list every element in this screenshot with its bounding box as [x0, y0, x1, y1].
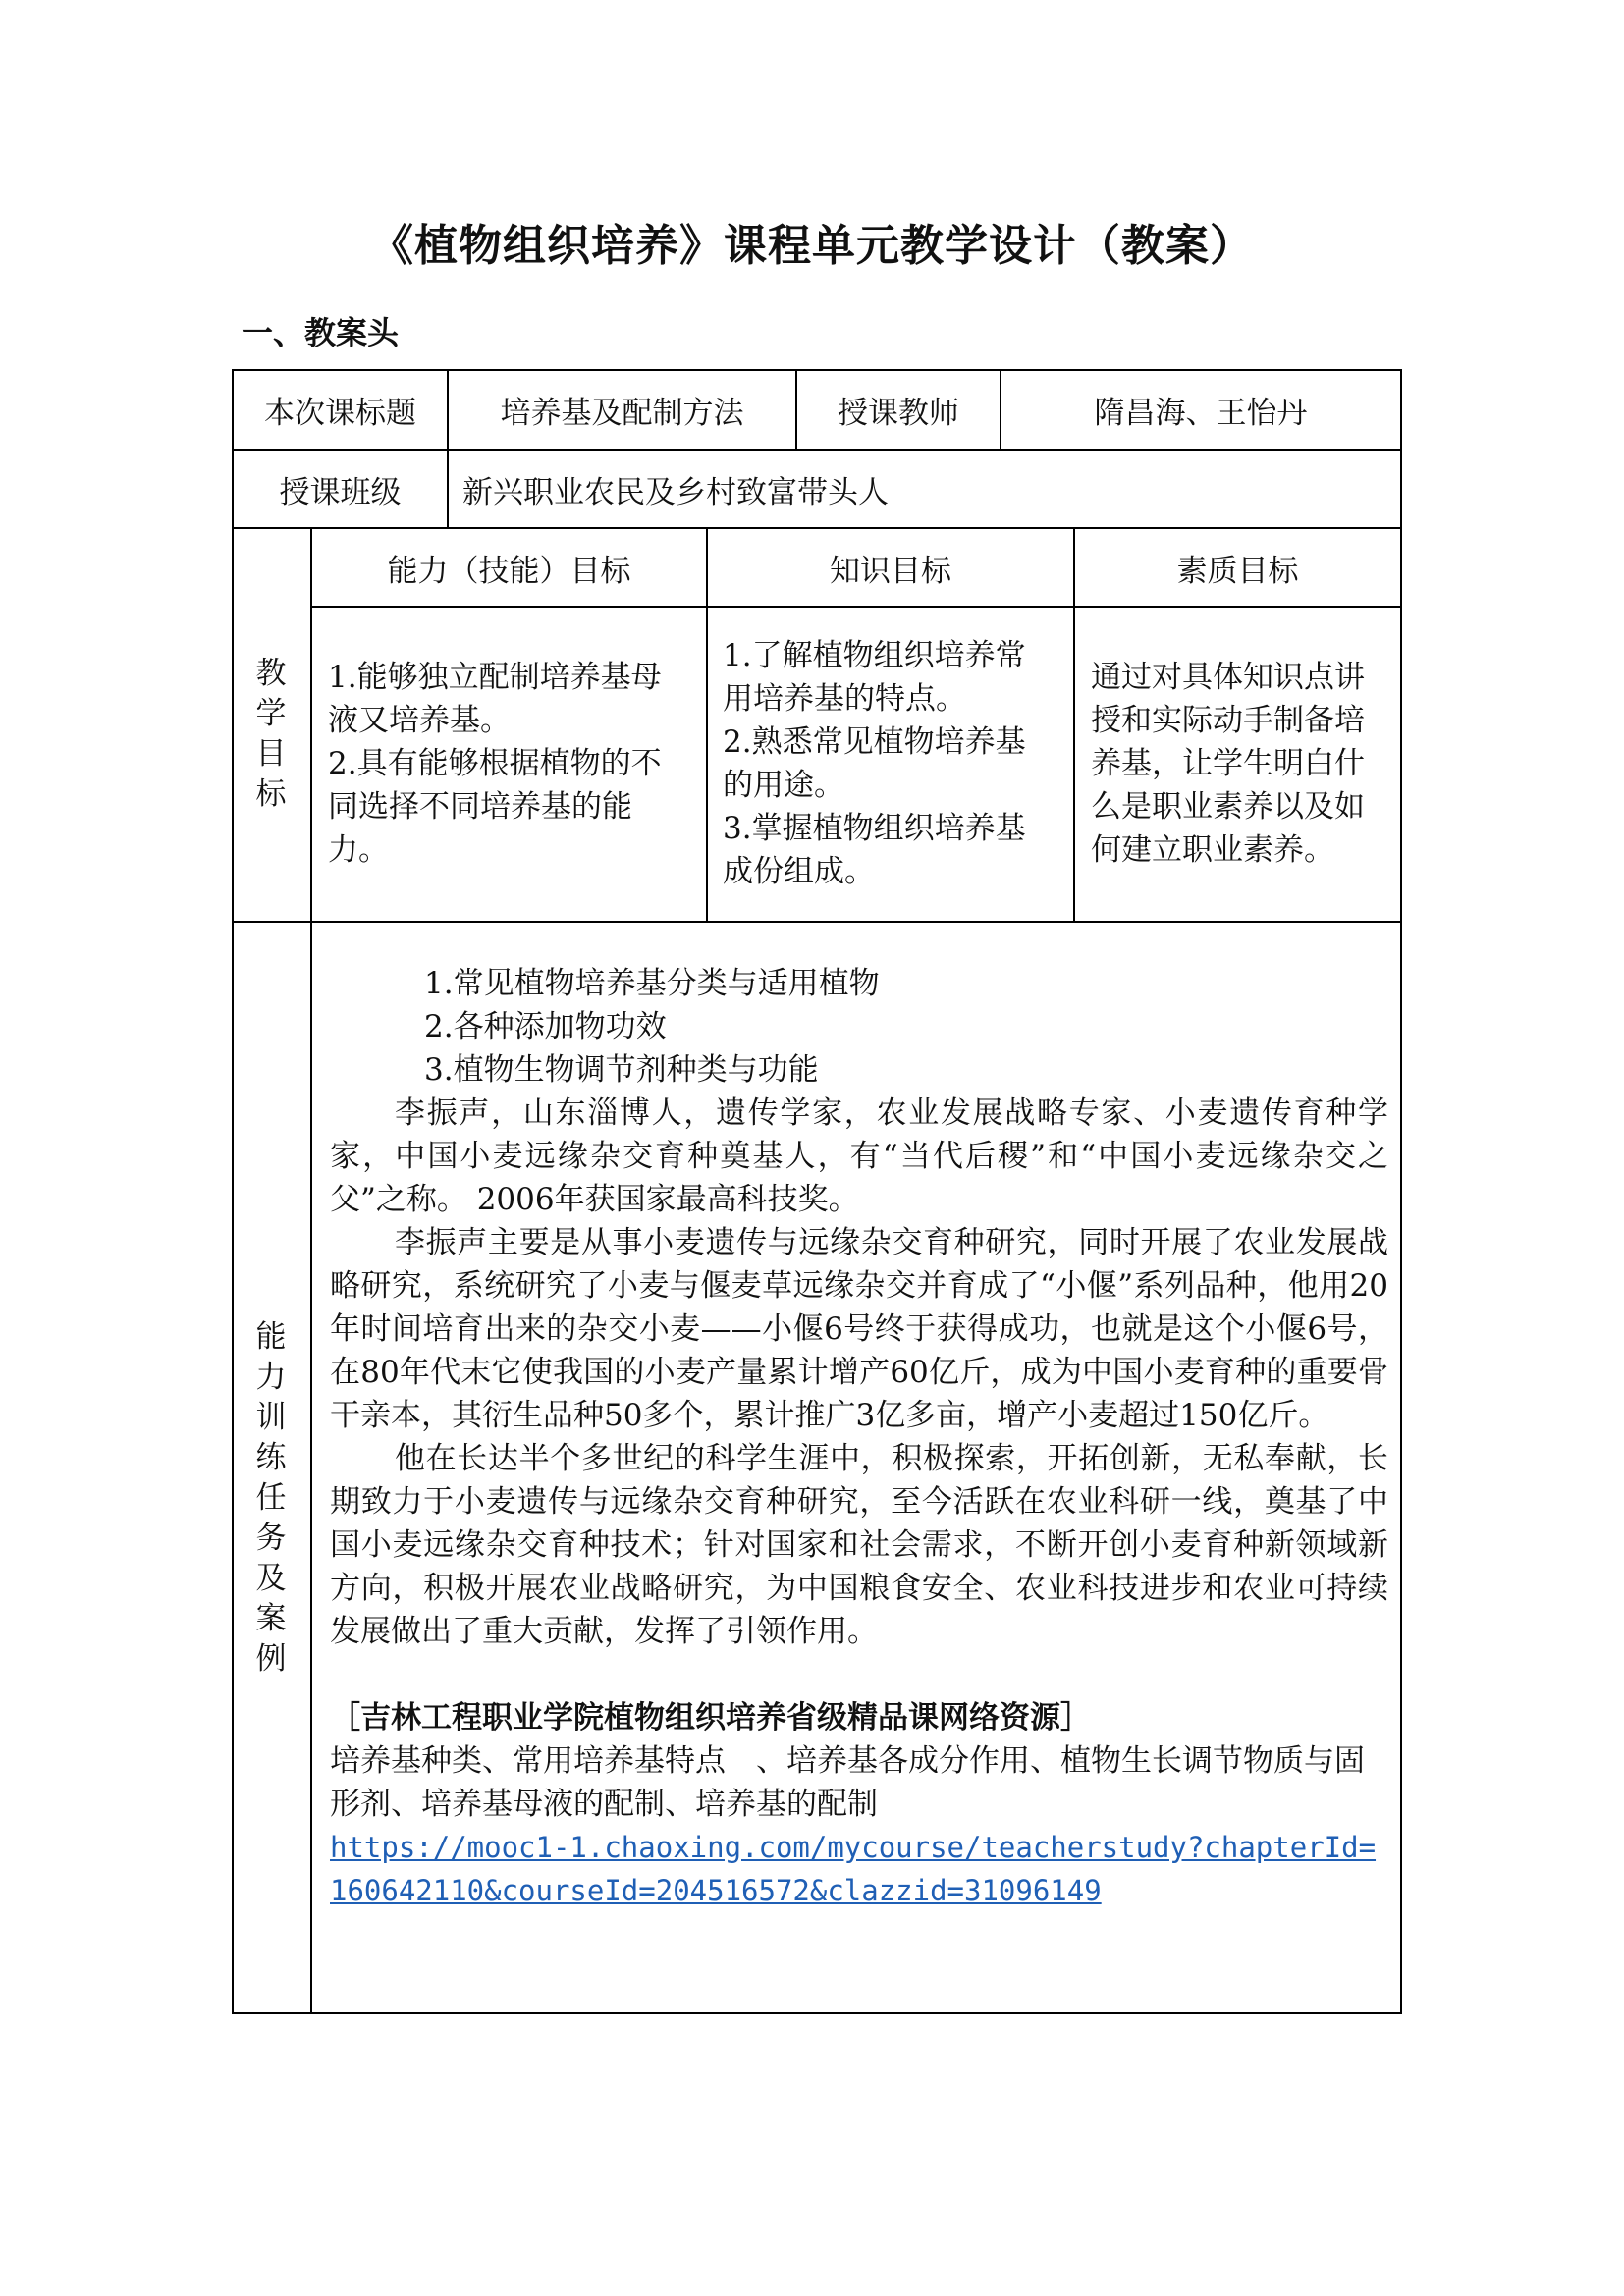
training-content [330, 962, 1388, 1912]
section-heading: 一、教案头 [242, 314, 400, 351]
knowledge-goal-header: 知识目标 [830, 553, 951, 589]
resource-description: 培养基种类、常用培养基特点 、培养基各成分作用、植物生长调节物质与固形剂、培养基母液的配制、培养基的配制 [330, 1743, 1365, 1822]
resource-title: ［吉林工程职业学院植物组织培养省级精品课网络资源］ [330, 1700, 1091, 1735]
teacher-label: 授课教师 [838, 396, 959, 431]
table-border [232, 921, 1402, 923]
topic-value: 培养基及配制方法 [500, 396, 744, 431]
table-border [310, 606, 1402, 608]
class-label: 授课班级 [279, 474, 402, 510]
ability-goal-text: 1.能够独立配制培养基母 液又培养基。 2.具有能够根据植物的不 同选择不同培养基的能 力。 [328, 660, 662, 868]
list-item: 3.植物生物调节剂种类与功能 [424, 1052, 819, 1088]
case-paragraph: 他在长达半个多世纪的科学生涯中，积极探索，开拓创新，无私奉献，长期致力于小麦遗传与远缘杂交育种研究，至今活跃在农业科研一线，奠基了中国小麦远缘杂交育种技术；针对国家和社会需求，不断开创小麦育种新领域新方向，积极开展农业战略研究，为中国粮食安全、农业科技进步和农业可持续发展做出了重大贡献，发挥了引领作用。 [330, 1441, 1388, 1649]
resource-link[interactable]: https://mooc1-1.chaoxing.com/mycourse/teacherstudy?chapterId=160642110&courseId=204516572&clazzid=31096149 [330, 1831, 1377, 1907]
training-row-label: 能 力 训 练 任 务 及 案 例 [255, 1319, 287, 1677]
case-paragraph: 李振声，山东淄博人，遗传学家，农业发展战略专家、小麦遗传育种学家，中国小麦远缘杂交育种奠基人，有“当代后稷”和“中国小麦远缘杂交之父”之称。 2006年获国家最高科技奖。 [330, 1095, 1388, 1217]
table-border [232, 369, 234, 2014]
topic-label: 本次课标题 [264, 396, 416, 431]
teacher-value: 隋昌海、王怡丹 [1094, 396, 1308, 431]
table-border [310, 527, 312, 2014]
quality-goal-text: 通过对具体知识点讲 授和实际动手制备培 养基，让学生明白什 么是职业素养以及如 何建立职业素养。 [1091, 660, 1365, 868]
objectives-row-label: 教 学 目 标 [255, 656, 287, 812]
knowledge-goal-text: 1.了解植物组织培养常 用培养基的特点。 2.熟悉常见植物培养基 的用途。 3.掌握植物组织培养基 成份组成。 [723, 638, 1026, 889]
quality-goal-header: 素质目标 [1176, 553, 1299, 589]
table-border [232, 2012, 1402, 2014]
table-border [1400, 369, 1402, 2014]
list-item: 1.常见植物培养基分类与适用植物 [424, 966, 880, 1001]
class-value: 新兴职业农民及乡村致富带头人 [462, 474, 889, 510]
case-paragraph: 李振声主要是从事小麦遗传与远缘杂交育种研究，同时开展了农业发展战略研究，系统研究了小麦与偃麦草远缘杂交并育成了“小偃”系列品种，他用20年时间培育出来的杂交小麦——小偃6号终于获得成功，也就是这个小偃6号，在80年代末它使我国的小麦产量累计增产60亿斤，成为中国小麦育种的重要骨干亲本，其衍生品种50多个，累计推广3亿多亩，增产小麦超过150亿斤。 [330, 1225, 1388, 1433]
list-item: 2.各种添加物功效 [424, 1009, 667, 1044]
document-title: 《植物组织培养》课程单元教学设计（教案） [370, 221, 1254, 271]
ability-goal-header: 能力（技能）目标 [387, 553, 631, 589]
